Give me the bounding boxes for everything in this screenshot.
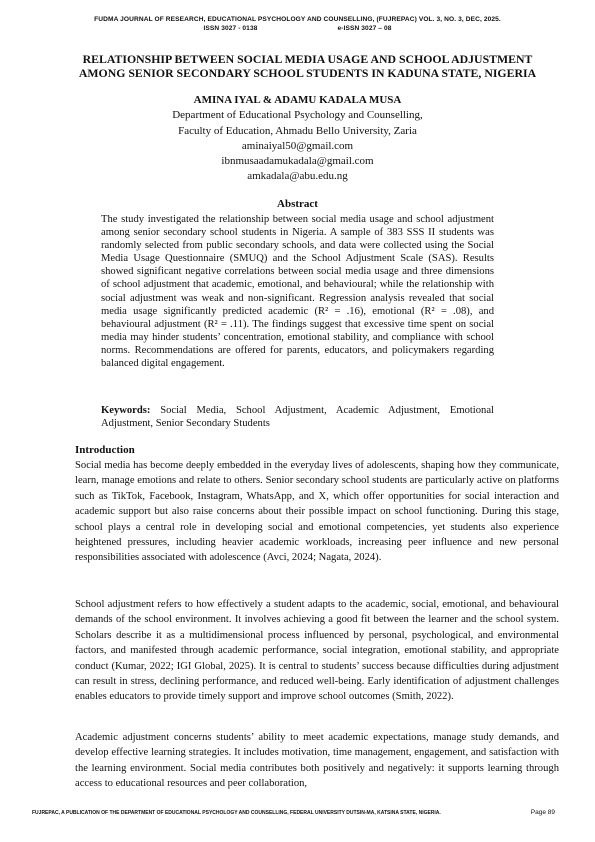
issn-line: [0, 24, 595, 33]
abstract-heading: Abstract: [277, 198, 318, 210]
author-block: [0, 93, 595, 185]
author-email[interactable]: aminaiyal50@gmail.com: [241, 139, 354, 152]
paragraph: [75, 458, 559, 566]
footer-text: FUJREPAC, A PUBLICATION OF THE DEPARTMENT OF EDUCATIONAL PSYCHOLOGY AND COUNSELLING, FEDERAL UNIVERSITY DUTSIN-MA, KATSINA STATE, NIGERIA.: [32, 809, 441, 816]
author-email[interactable]: ibnmusaadamukadala@gmail.com: [221, 155, 374, 168]
journal-header: [0, 15, 595, 33]
issn: ISSN 3027 - 0138: [203, 25, 258, 32]
author-department: Department of Educational Psychology and Counselling,: [172, 109, 423, 122]
journal-line: FUDMA JOURNAL OF RESEARCH, EDUCATIONAL PSYCHOLOGY AND COUNSELLING, (FUJREPAC) VOL. 3, NO. 3, DEC, 2025.: [94, 16, 501, 23]
paragraph-text: Academic adjustment concerns students’ ability to meet academic expectations, manage study demands, and develop effective learning strategies. It includes motivation, time management, engagement, and satisfaction with the learning environment. Social media contributes both positively and negatively: it supports learning through access to educational resources and peer collaboration,: [75, 732, 559, 790]
paragraph: [75, 597, 559, 705]
abstract-body: The study investigated the relationship between social media usage and school adjustment among senior secondary school students in Nigeria. A sample of 383 SSS II students was randomly selected from public secondary schools, and data were collected using the Social Media Usage Questionnaire (SMUQ) and the School Adjustment Scale (SAS). Results showed significant negative correlations between social media usage and three dimensions of school adjustment that academic, emotional, and behavioural; while the relationship with social adjustment was weak and non-significant. Regression analysis revealed that social media usage significantly predicted academic (R² = .16), emotional (R² = .08), and behavioural adjustment (R² = .11). The findings suggest that excessive time spent on social media may hinder students’ concentration, emotional stability, and compliance with school norms. Recommendations are offered for parents, educators, and policymakers regarding balanced digital engagement.: [101, 214, 494, 370]
paragraph: [75, 730, 559, 792]
page-number: Page 89: [530, 809, 555, 816]
section-heading-introduction: Introduction: [75, 444, 135, 456]
page-footer: [32, 809, 555, 816]
paragraph-text: School adjustment refers to how effectively a student adapts to the academic, social, emotional, and behavioural demands of the school environment. It involves achieving a good fit between the learner and the school system. Scholars describe it as a multidimensional process influenced by personal, psychological, and environmental factors, and manifested through academic performance, social integration, emotional stability, and appropriate conduct (Kumar, 2022; IGI Global, 2025). It is central to students’ success because difficulties during adjustment can result in stress, declining performance, and reduced well-being. Early identification of adjustment challenges enables educators to provide timely support and improve school outcomes (Smith, 2022).: [75, 599, 559, 703]
keywords-text: Social Media, School Adjustment, Academic Adjustment, Emotional Adjustment, Senior Secondary Students: [101, 405, 494, 430]
eissn: e-ISSN 3027 – 08: [337, 25, 392, 32]
author-names: AMINA IYAL & ADAMU KADALA MUSA: [193, 94, 402, 106]
paragraph-text: Social media has become deeply embedded in the everyday lives of adolescents, shaping how they communicate, learn, manage emotions and relate to others. Senior secondary school students are particularly active on platforms such as TikTok, Facebook, Instagram, WhatsApp, and X, which offer opportunities for social interaction and academic support but also raise concerns about their possible impact on school functioning. During this stage, school plays a central role in developing social and emotional competencies, yet students also experience heightened pressures, including heavier academic workloads, increasing peer influence and new personal responsibilities associated with adolescence (Avci, 2024; Nagata, 2024).: [75, 460, 559, 564]
keywords-label: Keywords:: [101, 405, 151, 416]
author-faculty: Faculty of Education, Ahmadu Bello University, Zaria: [178, 124, 417, 137]
keywords: [101, 404, 494, 430]
author-email[interactable]: amkadala@abu.edu.ng: [247, 170, 348, 183]
paper-title: RELATIONSHIP BETWEEN SOCIAL MEDIA USAGE AND SCHOOL ADJUSTMENT AMONG SENIOR SECONDARY SCHOOL STUDENTS IN KADUNA STATE, NIGERIA: [78, 52, 537, 80]
